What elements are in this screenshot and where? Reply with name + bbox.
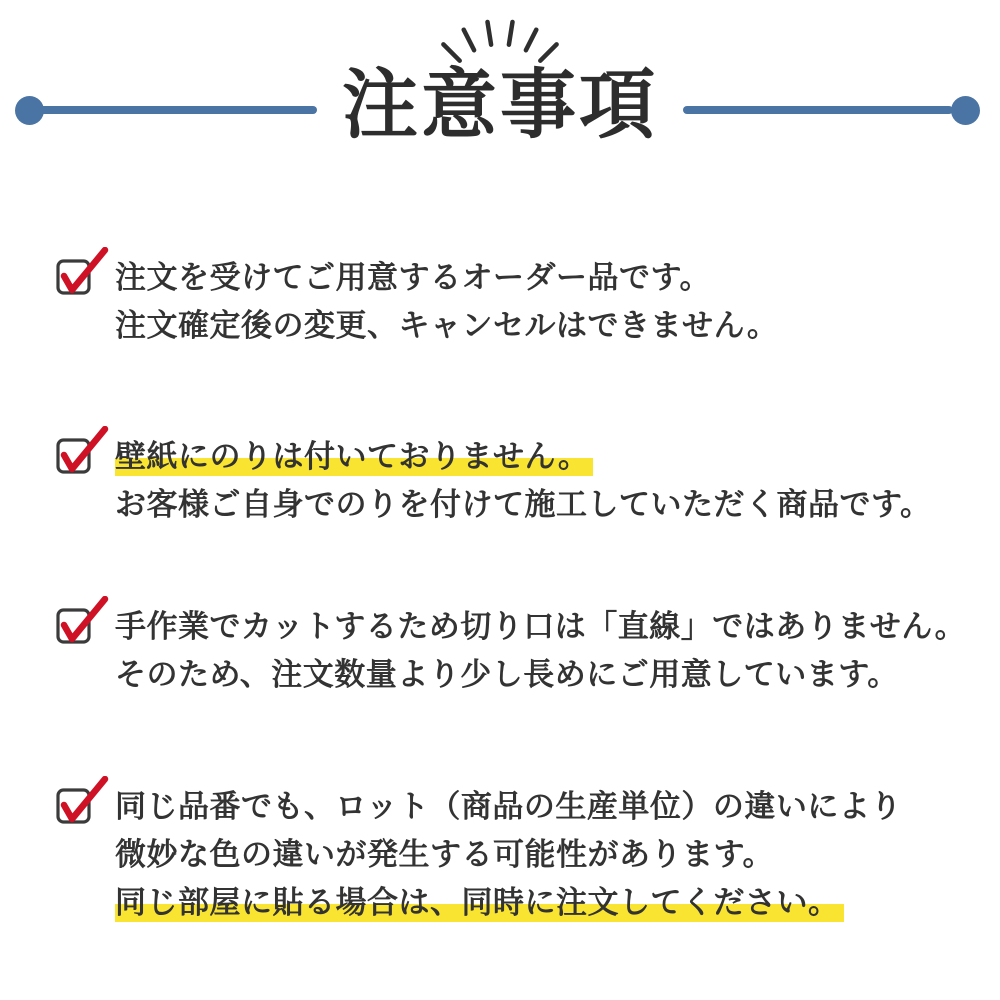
note-line: お客様ご自身でのりを付けて施工していただく商品です。 <box>115 487 932 522</box>
burst-lines-icon <box>438 16 562 68</box>
note-text-block <box>115 776 902 927</box>
note-text-block <box>115 247 778 350</box>
checked-checkbox-icon <box>55 247 111 299</box>
note-line-highlighted: 壁紙にのりは付いておりません。 <box>115 439 593 476</box>
note-line: 注文を受けてご用意するオーダー品です。 <box>115 260 712 295</box>
note-item-1 <box>55 247 778 350</box>
note-line: 同じ品番でも、ロット（商品の生産単位）の違いにより <box>115 789 902 824</box>
note-item-4 <box>55 776 902 927</box>
note-line: 手作業でカットするため切り口は「直線」ではありません。 <box>115 609 967 644</box>
note-line: そのため、注文数量より少し長めにご用意しています。 <box>115 657 899 692</box>
accent-dot-right <box>951 96 980 125</box>
accent-rule-right <box>683 106 953 114</box>
note-text-block <box>115 426 932 529</box>
note-line: 注文確定後の変更、キャンセルはできません。 <box>115 308 779 343</box>
note-item-3 <box>55 596 966 699</box>
note-text-block <box>115 596 966 699</box>
checked-checkbox-icon <box>55 596 111 648</box>
checked-checkbox-icon <box>55 426 111 478</box>
note-line-highlighted: 同じ部屋に貼る場合は、同時に注文してください。 <box>115 885 844 922</box>
note-line: 微妙な色の違いが発生する可能性があります。 <box>115 837 775 872</box>
checked-checkbox-icon <box>55 776 111 828</box>
page-title: 注意事項 <box>342 63 658 148</box>
note-item-2 <box>55 426 932 529</box>
